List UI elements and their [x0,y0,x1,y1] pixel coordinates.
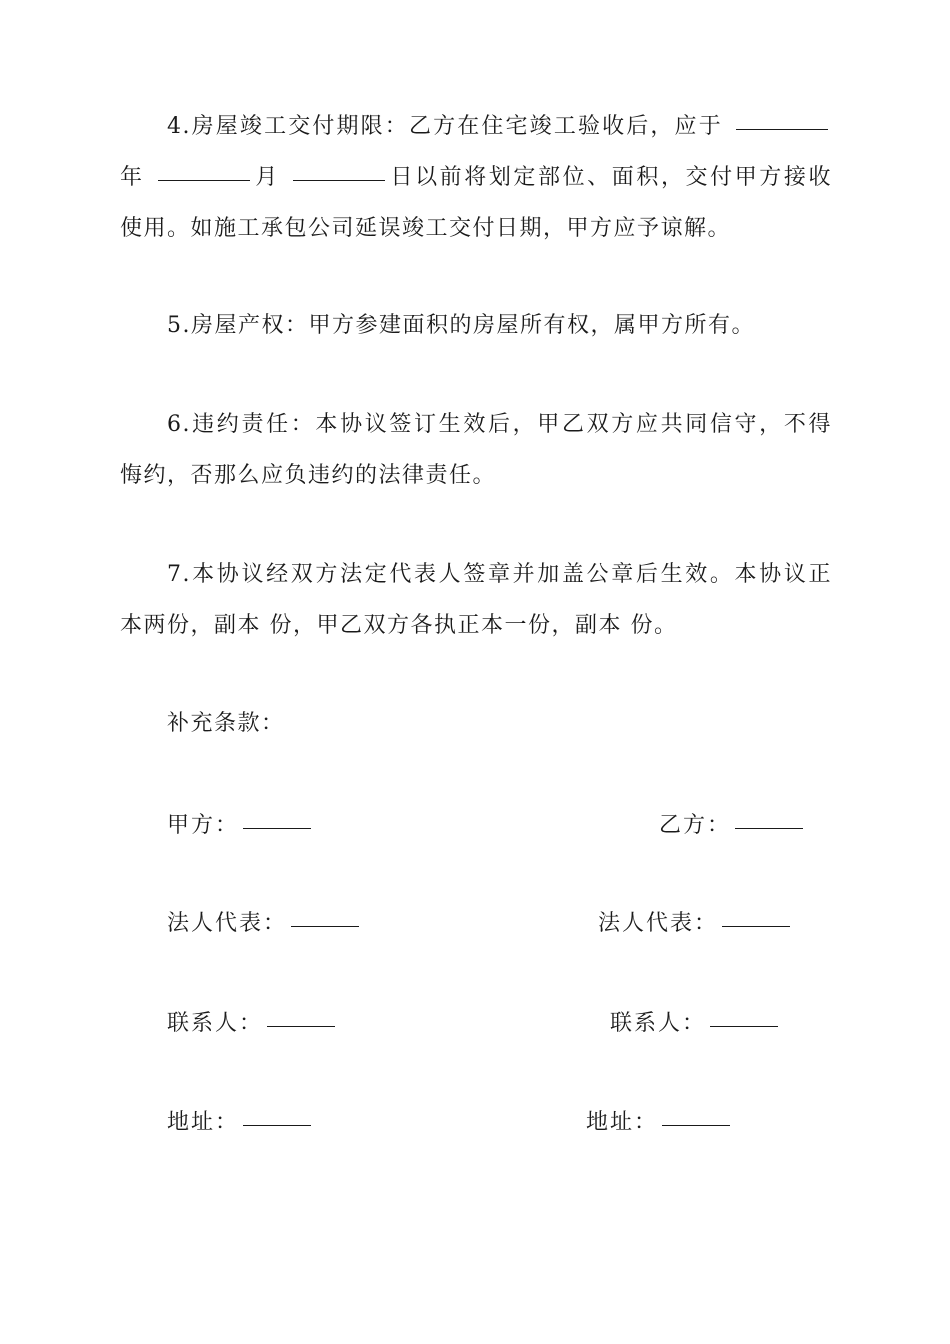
year-label: 年 [120,165,145,190]
clause-5-text: 5.房屋产权：甲方参建面积的房屋所有权，属甲方所有。 [167,313,755,338]
party-a-name-label: 甲方： [167,813,240,838]
party-a-rep [167,909,363,939]
party-b-rep-label: 法人代表： [598,911,719,936]
clause-4-line-3: 使用。如施工承包公司延误竣工交付日期，甲方应予谅解。 [120,216,732,241]
party-b-contact-blank [710,1025,778,1027]
party-b-name-label: 乙方： [659,813,732,838]
clause-6 [120,399,832,501]
party-b-name-blank [735,827,803,829]
party-a-contact [167,1009,339,1039]
supplement-label: 补充条款： [167,711,285,736]
clause-7 [120,549,832,651]
party-b-rep [598,909,794,939]
party-a-contact-label: 联系人： [167,1011,264,1036]
party-b-contact-label: 联系人： [610,1011,707,1036]
clause-6-line-1: 6.违约责任：本协议签订生效后，甲乙双方应共同信守，不得 [167,412,832,437]
clause-5 [120,300,832,351]
month-blank [158,179,250,181]
clause-7-line-2: 本两份，副本 份，甲乙双方各执正本一份，副本 份。 [120,613,678,638]
party-b-address-blank [662,1124,730,1126]
party-a-name-blank [243,827,311,829]
party-b-address [586,1108,734,1138]
party-b-name [659,811,807,841]
party-a-contact-blank [267,1025,335,1027]
supplement-section [120,698,832,749]
clause-4-line-2-text: 日以前将划定部位、面积，交付甲方接收 [389,165,832,190]
party-a-address [167,1108,315,1138]
clause-6-line-2: 悔约，否那么应负违约的法律责任。 [120,463,497,488]
clause-4-line-1 [120,101,832,152]
party-b-contact [610,1009,782,1039]
clause-4 [120,101,832,254]
month-label: 月 [254,165,280,190]
clause-7-line-1: 7.本协议经双方法定代表人签章并加盖公章后生效。本协议正 [167,562,832,587]
year-blank [736,128,828,130]
party-a-rep-label: 法人代表： [167,911,288,936]
party-a-rep-blank [291,925,359,927]
party-b-address-label: 地址： [586,1110,659,1135]
party-a-name [167,811,315,841]
clause-4-line-2 [120,152,832,203]
party-a-address-label: 地址： [167,1110,240,1135]
party-b-rep-blank [722,925,790,927]
day-blank [293,179,385,181]
clause-4-line-1-text: 4.房屋竣工交付期限：乙方在住宅竣工验收后，应于 [167,114,723,139]
party-a-address-blank [243,1124,311,1126]
